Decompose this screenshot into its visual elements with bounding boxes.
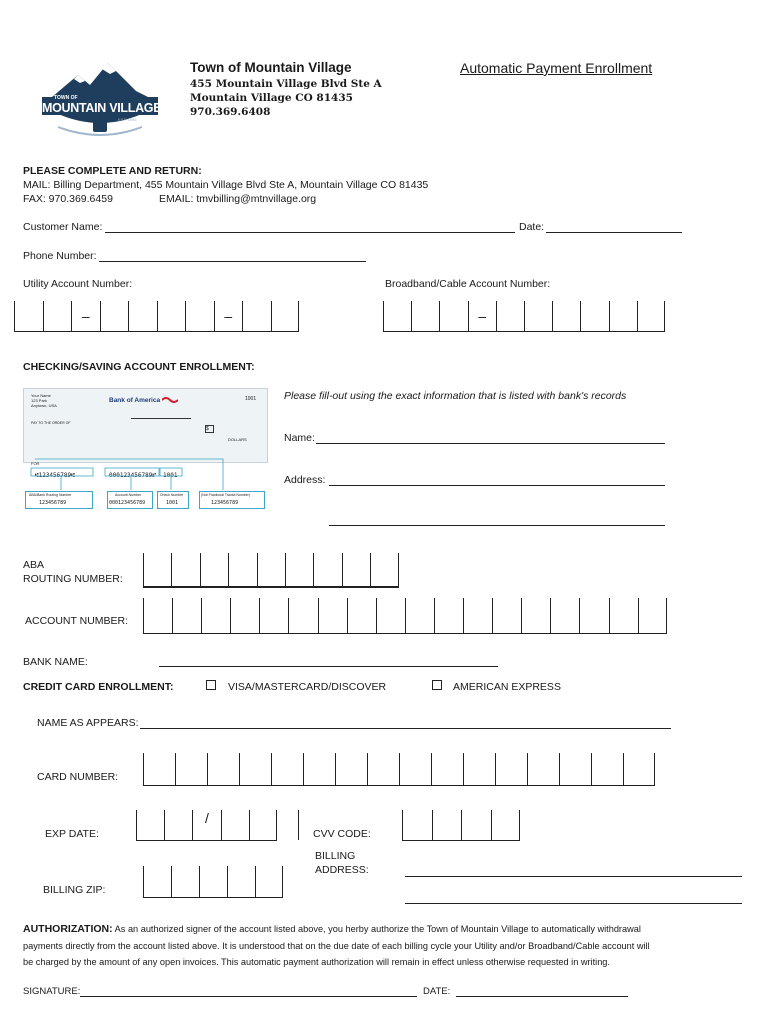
phone-label: Phone Number: [23, 250, 97, 262]
check-micr-account: 000123456789⑈ [109, 472, 156, 479]
check-number: 1001 [245, 396, 257, 402]
digit-box[interactable] [172, 598, 201, 633]
digit-box[interactable] [463, 753, 495, 785]
logo-text-sub: EST. 1995 [118, 117, 137, 122]
signature-date-label: DATE: [423, 986, 451, 997]
callout-value: 000123456789 [109, 500, 146, 506]
check-micr-routing: ⑆123456789⑆ [35, 472, 75, 479]
digit-box[interactable] [463, 598, 492, 633]
digit-box[interactable] [623, 753, 655, 785]
cvv-boxes[interactable] [402, 810, 520, 841]
digit-box[interactable] [164, 810, 192, 840]
callout-label: ABA/Bank Routing Number [29, 493, 72, 497]
check-payer-line: 123 Park [31, 398, 48, 403]
signature-date-field[interactable] [456, 996, 628, 997]
billing-zip-label: BILLING ZIP: [43, 884, 106, 896]
digit-box[interactable] [100, 301, 129, 331]
check-bank-name: Bank of America [109, 397, 161, 404]
card-number-label: CARD NUMBER: [37, 771, 119, 783]
authorization-heading: AUTHORIZATION: [23, 923, 113, 935]
check-address-label: Address: [284, 474, 326, 486]
digit-box[interactable] [376, 598, 405, 633]
signature-field[interactable] [80, 996, 417, 997]
account-number-label: ACCOUNT NUMBER: [25, 615, 129, 627]
check-micr-number: 1001 [163, 472, 178, 479]
billing-address-field-1[interactable] [405, 876, 742, 877]
digit-box[interactable] [432, 810, 462, 840]
callout-label: Check Number [160, 493, 184, 497]
digit-box[interactable] [521, 598, 550, 633]
digit-box[interactable] [249, 810, 277, 840]
billing-address-label-2: ADDRESS: [315, 864, 369, 876]
digit-box[interactable] [637, 301, 665, 331]
digit-box[interactable] [221, 810, 249, 840]
digit-box[interactable] [638, 598, 667, 633]
digit-box[interactable] [157, 301, 186, 331]
utility-account-label: Utility Account Number: [23, 278, 133, 290]
digit-box[interactable] [318, 598, 347, 633]
digit-box[interactable] [128, 301, 157, 331]
digit-box[interactable] [228, 553, 256, 586]
check-callout-lines [23, 456, 268, 496]
digit-box[interactable] [175, 753, 207, 785]
digit-box[interactable] [171, 866, 199, 897]
check-name-label: Name: [284, 432, 315, 444]
digit-box[interactable] [257, 553, 285, 586]
check-pay-to: PAY TO THE ORDER OF [31, 421, 71, 425]
signature-label: SIGNATURE: [23, 986, 81, 997]
digit-box[interactable] [579, 598, 608, 633]
callout-value: 123456789 [39, 500, 67, 506]
digit-box[interactable] [439, 301, 467, 331]
digit-box[interactable] [524, 301, 552, 331]
digit-box[interactable] [271, 301, 300, 331]
callout-value: 1001 [166, 500, 179, 506]
fax-number: FAX: 970.369.6459 [23, 193, 113, 205]
digit-box[interactable] [43, 301, 72, 331]
digit-box[interactable] [313, 553, 341, 586]
digit-box[interactable] [496, 301, 524, 331]
digit-box[interactable] [271, 753, 303, 785]
digit-box[interactable] [200, 553, 228, 586]
digit-box[interactable] [255, 866, 283, 897]
visa-mc-discover-label: VISA/MASTERCARD/DISCOVER [228, 681, 387, 693]
cvv-label: CVV CODE: [313, 828, 371, 840]
customer-name-label: Customer Name: [23, 221, 103, 233]
digit-box[interactable] [552, 301, 580, 331]
digit-box[interactable] [559, 753, 591, 785]
digit-box[interactable] [242, 301, 271, 331]
digit-box[interactable] [580, 301, 608, 331]
org-phone: 970.369.6408 [190, 106, 271, 118]
callout-value: 123456789 [211, 500, 239, 506]
org-name: Town of Mountain Village [190, 60, 352, 75]
bank-records-note: Please fill-out using the exact information that is listed with bank's records [284, 390, 627, 402]
digit-box[interactable] [399, 753, 431, 785]
digit-box[interactable] [288, 598, 317, 633]
exp-separator: / [192, 810, 220, 840]
card-name-field[interactable] [140, 728, 671, 729]
credit-heading: CREDIT CARD ENROLLMENT: [23, 681, 174, 693]
aba-label: ABA [23, 559, 45, 571]
billing-address-field-2[interactable] [405, 903, 742, 904]
digit-box[interactable] [285, 553, 313, 586]
callout-label: Account Number [115, 493, 142, 497]
digit-box[interactable] [239, 753, 271, 785]
routing-number-boxes[interactable] [143, 553, 399, 588]
digit-box[interactable] [383, 301, 411, 331]
digit-box[interactable] [303, 753, 335, 785]
digit-box[interactable] [609, 598, 638, 633]
digit-box[interactable] [527, 753, 559, 785]
digit-box[interactable] [495, 753, 527, 785]
digit-box[interactable] [136, 810, 164, 840]
dash-box: – [71, 301, 100, 331]
customer-name-field[interactable] [105, 232, 515, 233]
mail-instructions: MAIL: Billing Department, 455 Mountain Village Blvd Ste A, Mountain Village CO 81435 [23, 179, 429, 191]
logo-text-top: TOWN OF [54, 95, 78, 101]
billing-zip-boxes[interactable] [143, 866, 283, 898]
digit-box[interactable] [143, 598, 172, 633]
sample-check-image [23, 388, 268, 513]
bank-flag-icon [162, 396, 178, 404]
check-payer-line: Your Name [31, 393, 51, 398]
digit-box[interactable] [342, 553, 370, 586]
digit-box[interactable] [259, 598, 288, 633]
digit-box[interactable] [199, 866, 227, 897]
digit-box[interactable] [550, 598, 579, 633]
check-address-field-1[interactable] [329, 485, 665, 486]
cvv-divider [298, 810, 299, 840]
digit-box[interactable] [402, 810, 432, 840]
digit-box[interactable] [370, 553, 398, 586]
digit-box[interactable] [492, 598, 521, 633]
check-memo: FOR [31, 461, 40, 466]
check-payee-line [131, 418, 191, 419]
instructions-heading: PLEASE COMPLETE AND RETURN: [23, 165, 202, 177]
digit-box[interactable] [207, 753, 239, 785]
date-label: Date: [519, 221, 545, 233]
authorization-text-1: As an authorized signer of the account listed above, you herby authorize the Town of Mountain Village to automatically withdrawal [112, 924, 641, 934]
amex-label: AMERICAN EXPRESS [453, 681, 561, 693]
digit-box[interactable] [591, 753, 623, 785]
digit-box[interactable] [185, 301, 214, 331]
digit-box[interactable] [201, 598, 230, 633]
digit-box[interactable] [347, 598, 376, 633]
org-address-2: Mountain Village CO 81435 [190, 92, 353, 104]
card-name-label: NAME AS APPEARS: [37, 717, 139, 729]
digit-box[interactable] [335, 753, 367, 785]
authorization-line-1 [23, 923, 641, 935]
amex-checkbox[interactable] [432, 680, 442, 690]
visa-mc-discover-checkbox[interactable] [206, 680, 216, 690]
digit-box[interactable] [227, 866, 255, 897]
authorization-text-2: payments directly from the account listed above. It is understood that on the due date of each billing cycle your Utility and/or Broadband/Cable account will [23, 941, 650, 951]
exp-date-label: EXP DATE: [45, 828, 99, 840]
digit-box[interactable] [411, 301, 439, 331]
logo-text-main: MOUNTAIN VILLAGE [42, 101, 162, 115]
date-field[interactable] [546, 232, 682, 233]
digit-box[interactable] [14, 301, 43, 331]
check-dollars: DOLLARS [228, 437, 247, 442]
digit-box[interactable] [609, 301, 637, 331]
bank-name-label: BANK NAME: [23, 656, 88, 668]
digit-box[interactable] [230, 598, 259, 633]
dash-box: – [468, 301, 496, 331]
bank-name-field[interactable] [159, 666, 498, 667]
callout-label: (Not Fractional Transit Number) [201, 493, 251, 497]
routing-number-label: ROUTING NUMBER: [23, 573, 123, 585]
digit-box[interactable] [461, 810, 491, 840]
email-address: EMAIL: tmvbilling@mtnvillage.org [159, 193, 317, 205]
phone-field[interactable] [99, 261, 366, 262]
org-address-1: 455 Mountain Village Blvd Ste A [190, 78, 382, 90]
digit-box[interactable] [405, 598, 434, 633]
check-amount-box: $ [205, 425, 214, 433]
digit-box[interactable] [434, 598, 463, 633]
checking-heading: CHECKING/SAVING ACCOUNT ENROLLMENT: [23, 361, 255, 373]
dash-box: – [214, 301, 243, 331]
form-title: Automatic Payment Enrollment [460, 60, 653, 76]
check-payer-line: Anytown, USA [31, 403, 57, 408]
digit-box[interactable] [143, 553, 171, 586]
digit-box[interactable] [143, 753, 175, 785]
digit-box[interactable] [431, 753, 463, 785]
account-number-boxes[interactable] [143, 598, 667, 634]
digit-box[interactable] [143, 866, 171, 897]
broadband-account-label: Broadband/Cable Account Number: [385, 278, 551, 290]
check-address-field-2[interactable] [329, 525, 665, 526]
check-name-field[interactable] [316, 443, 665, 444]
billing-address-label-1: BILLING [315, 850, 356, 862]
logo [38, 57, 162, 139]
utility-account-boxes[interactable] [14, 301, 299, 332]
card-number-boxes[interactable] [143, 753, 655, 786]
broadband-account-boxes[interactable] [383, 301, 665, 332]
exp-date-boxes[interactable] [136, 810, 277, 841]
digit-box[interactable] [491, 810, 521, 840]
digit-box[interactable] [171, 553, 199, 586]
digit-box[interactable] [367, 753, 399, 785]
authorization-text-3: be charged by the amount of any open invoices. This automatic payment authorization will remain in effect unless otherwise requested in writing. [23, 957, 610, 967]
